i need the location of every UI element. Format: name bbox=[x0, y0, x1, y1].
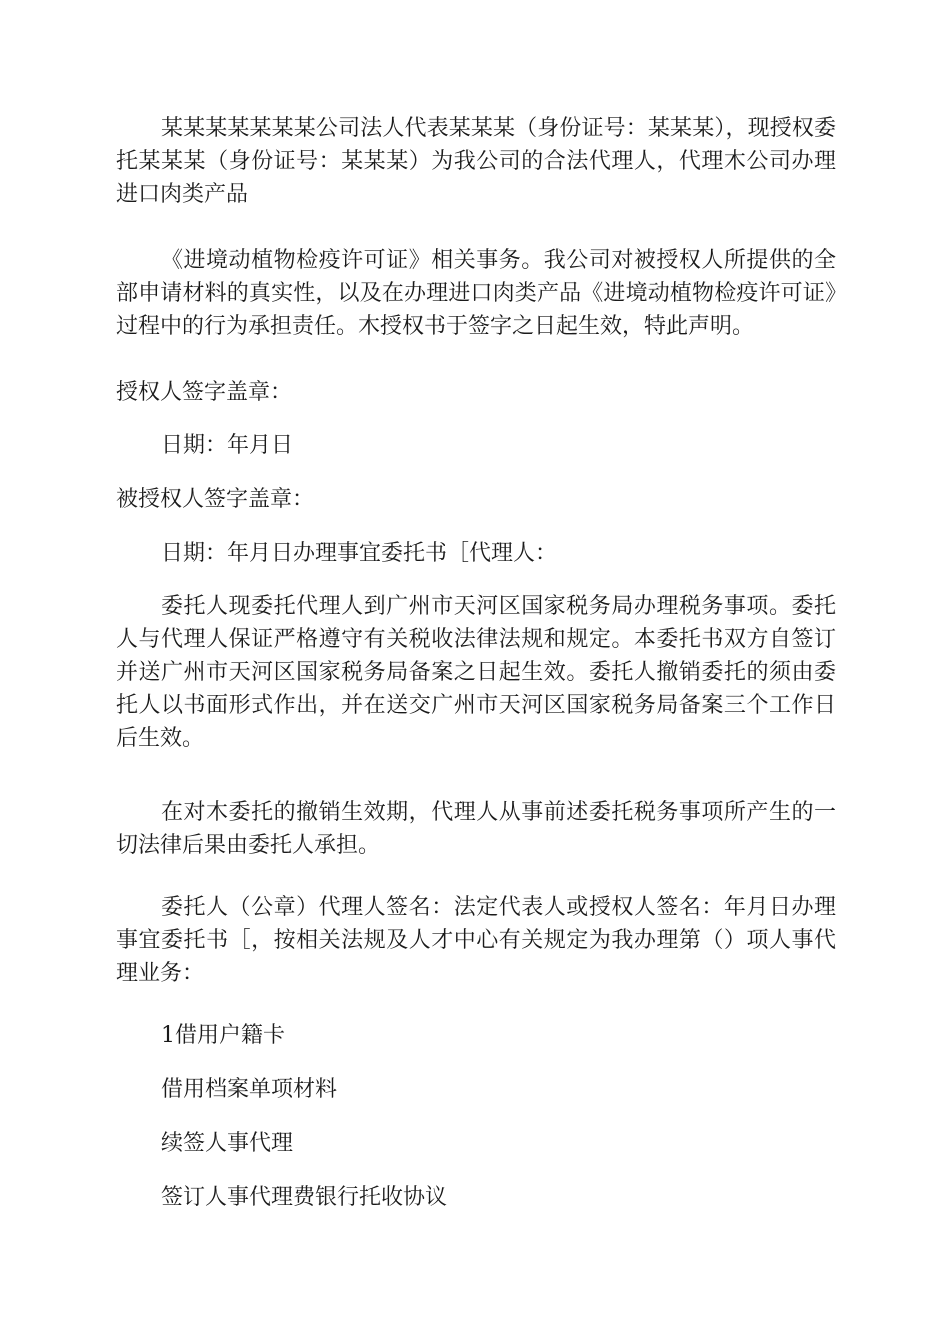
list-item-archive-material: 借用档案单项材料 bbox=[161, 1077, 338, 1102]
line-authorizer-signature: 授权人签字盖章： bbox=[116, 380, 293, 405]
paragraph-tax-delegation: 委托人现委托代理人到广州市天河区国家税务局办理税务事项。委托人与代理人保证严格遵守有关税收法律法规和规定。本委托书双方自签订并送广州市天河区国家税务局备案之日起生效。委托人撤销委托的须由委托人以书面形式作出，并在送交广州市天河区国家税务局备案三个工作日后生效。 bbox=[116, 594, 836, 751]
line-date-1: 日期：年月日 bbox=[161, 433, 294, 458]
paragraph-authorization-scope: 《进境动植物检疫许可证》相关事务。我公司对被授权人所提供的全部申请材料的真实性，以及在办理进口肉类产品《进境动植物检疫许可证》过程中的行为承担责任。木授权书于签字之日起生效，特此声明。 bbox=[116, 248, 836, 339]
list-item-household-card: 1借用户籍卡 bbox=[161, 1023, 285, 1048]
paragraph-hr-agency: 委托人（公章）代理人签名：法定代表人或授权人签名：年月日办理事宜委托书［，按相关法规及人才中心有关规定为我办理第（）项人事代理业务： bbox=[116, 895, 836, 986]
list-item-renew-agency: 续签人事代理 bbox=[161, 1131, 294, 1156]
line-authorized-signature: 被授权人签字盖章： bbox=[116, 487, 315, 512]
line-date-2-proxy: 日期：年月日办理事宜委托书［代理人： bbox=[161, 541, 558, 566]
paragraph-authorization-intro: 某某某某某某某公司法人代表某某某（身份证号：某某某），现授权委托某某某（身份证号：某某某）为我公司的合法代理人，代理木公司办理进口肉类产品 bbox=[116, 116, 836, 207]
paragraph-legal-consequences: 在对木委托的撤销生效期，代理人从事前述委托税务事项所产生的一切法律后果由委托人承担。 bbox=[116, 800, 836, 858]
list-item-bank-agreement: 签订人事代理费银行托收协议 bbox=[161, 1185, 448, 1210]
